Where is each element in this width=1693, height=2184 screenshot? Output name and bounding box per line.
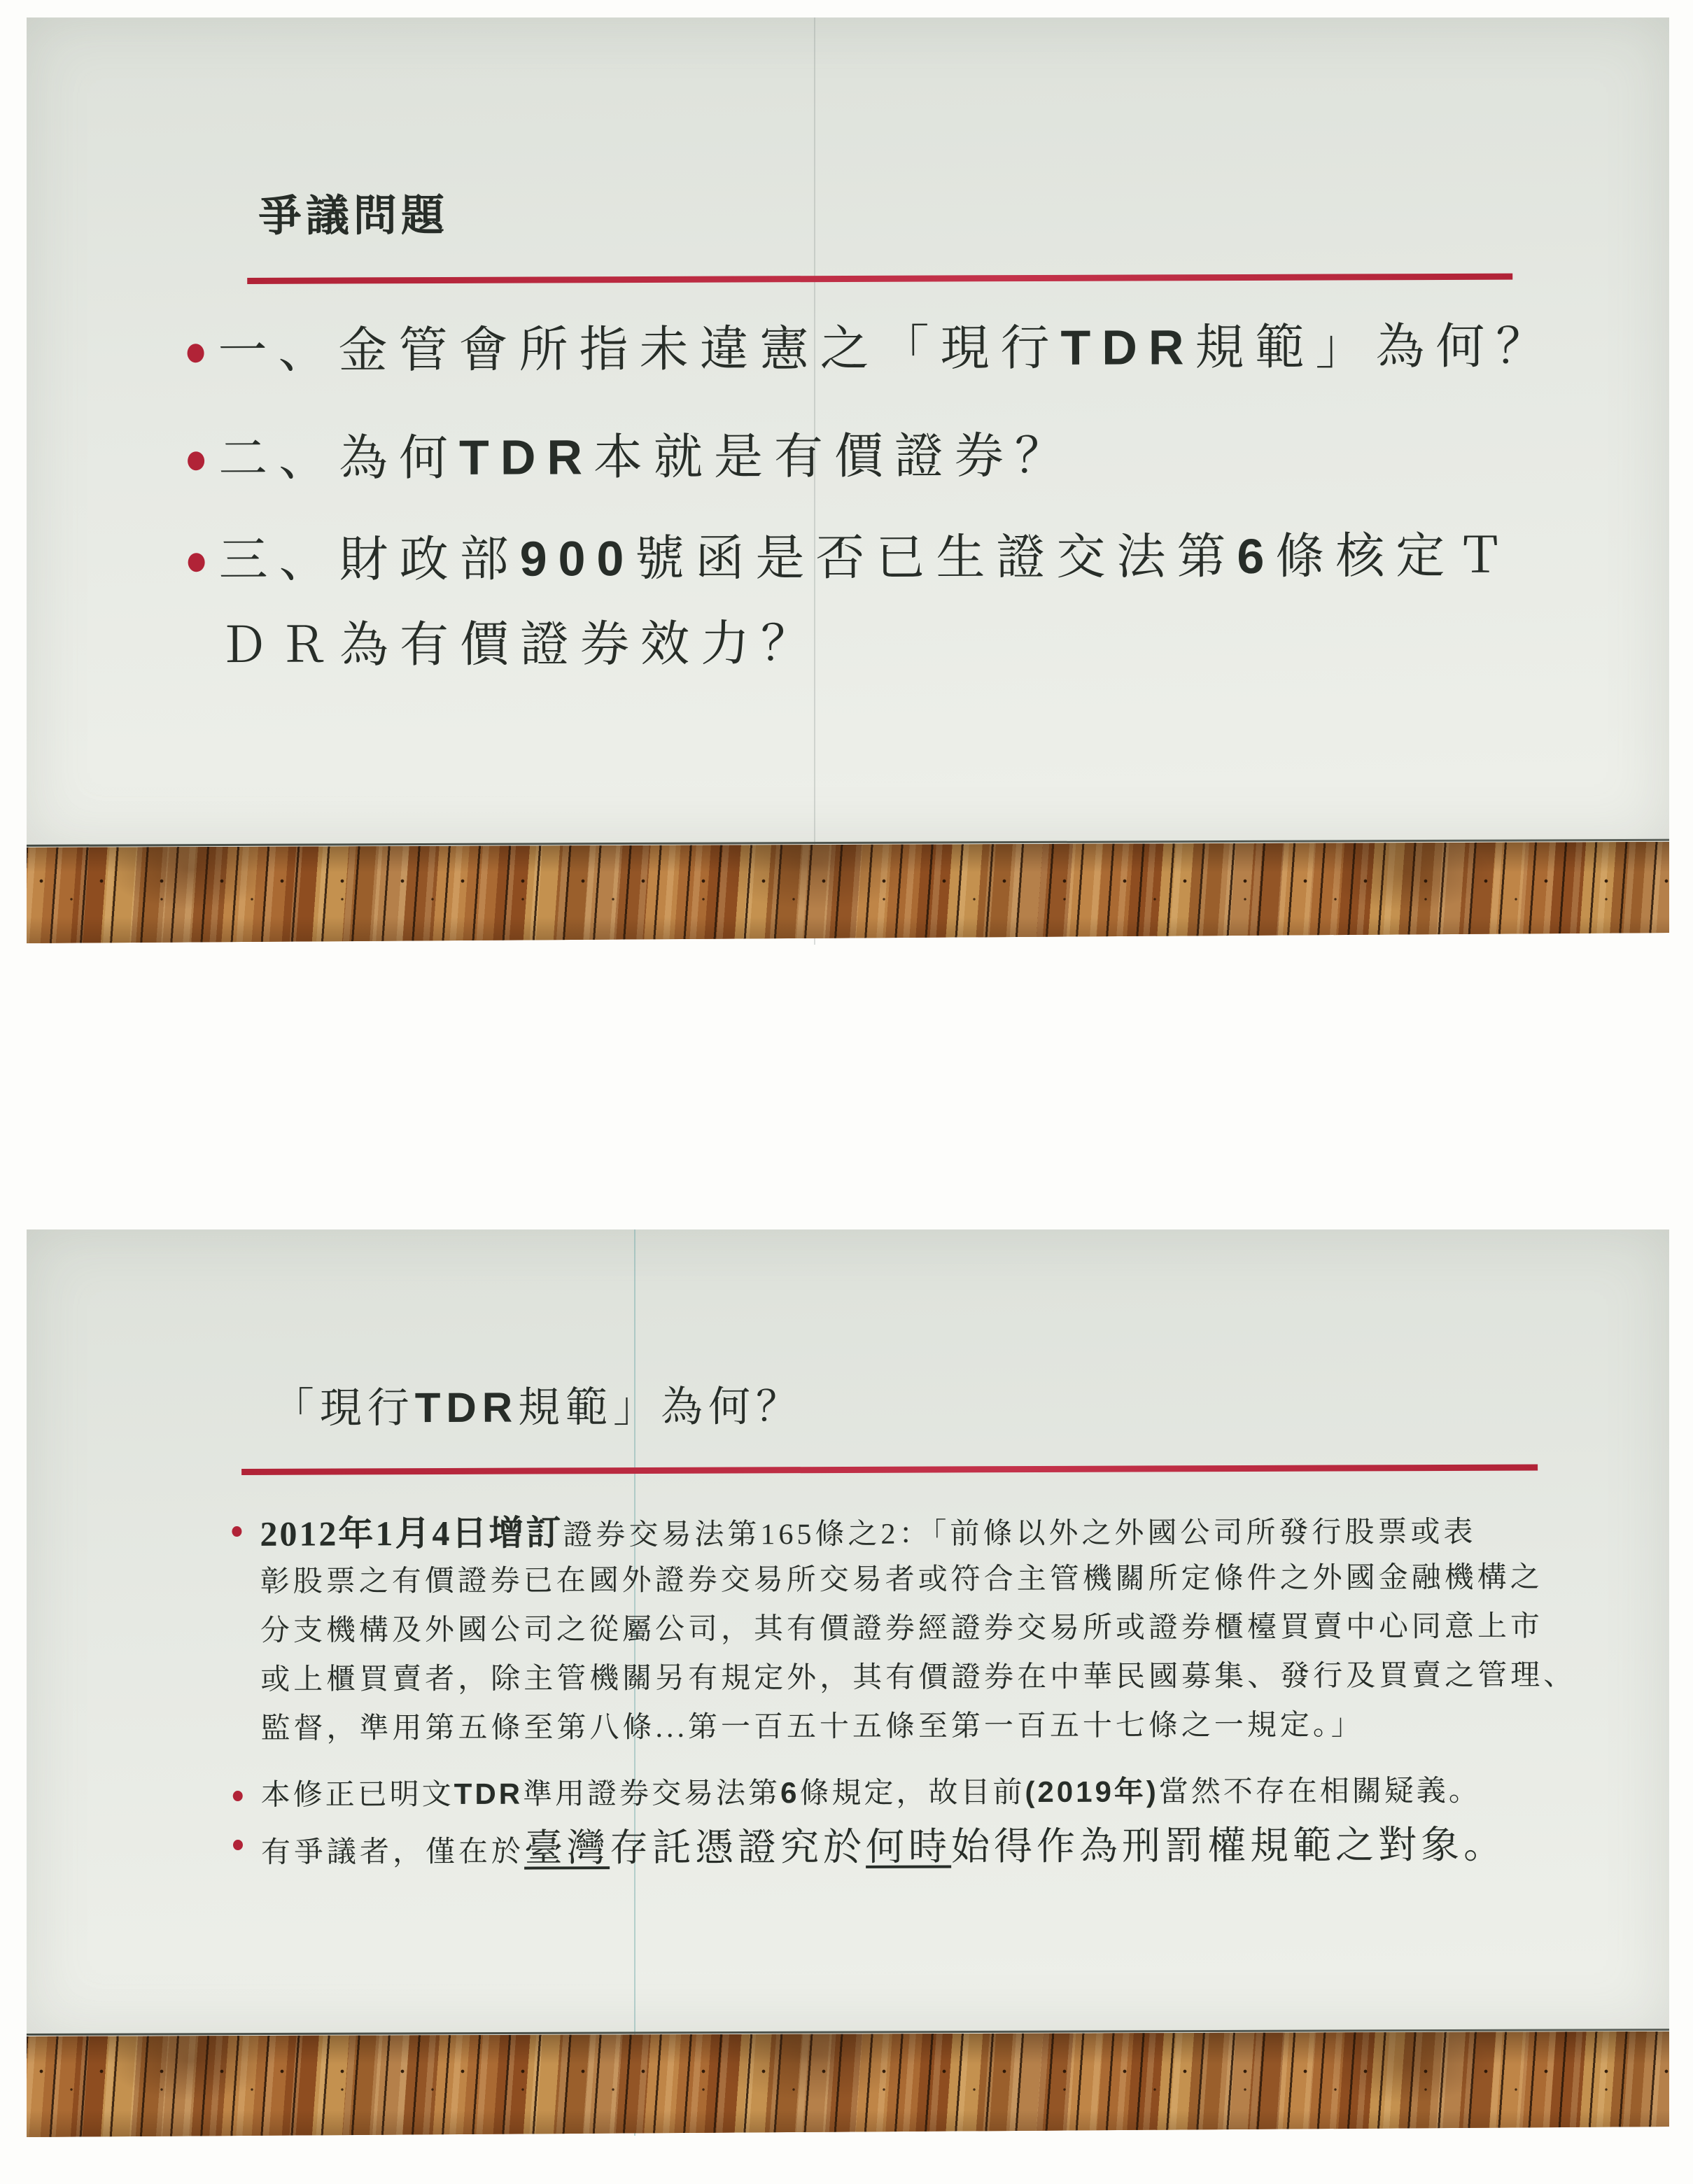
slide-1-accent-rule: [247, 274, 1512, 284]
bullet-continuation-line: [232, 1707, 1364, 1747]
text-segment: 900: [519, 531, 635, 586]
text-segment: 監督，準用第五條至第八條...第一百五十五條至第一百五十七條之一規定。」: [260, 1709, 1364, 1745]
text-segment: 三、財政部: [218, 533, 520, 589]
text-segment: 規範」為何？: [1195, 320, 1557, 376]
bullet-text: [261, 1822, 1506, 1874]
text-segment: 本就是有價證券？: [593, 429, 1076, 486]
bullet-dot-icon: [232, 1526, 241, 1537]
text-segment: 6: [780, 1776, 800, 1810]
bullet-item: [188, 529, 1516, 589]
text-segment: 分支機構及外國公司之從屬公司，其有價證券經證券交易所或證券櫃檯買賣中心同意上市: [260, 1610, 1543, 1647]
slide-1: [27, 17, 1669, 964]
text-segment: 號函是否已生證交法第: [635, 530, 1237, 587]
bullet-text: [260, 1508, 1476, 1556]
text-segment: 二、為何: [218, 431, 460, 487]
text-segment: 何時: [865, 1825, 952, 1868]
wood-floor: [27, 2031, 1669, 2141]
bullet-dot-icon: [188, 451, 204, 470]
wood-floor: [27, 840, 1669, 947]
text-segment: 臺灣: [524, 1826, 610, 1870]
bullet-item: [233, 1773, 1481, 1815]
text-segment: TDR: [458, 430, 594, 485]
text-segment: 存託憑證究於: [609, 1825, 866, 1870]
slide-1-content: [25, 13, 1671, 964]
text-segment: 準用證券交易法第: [522, 1777, 781, 1811]
text-segment: 本修正已明文: [260, 1778, 454, 1812]
slide-1-title: 爭議問題: [258, 192, 449, 241]
bullet-continuation-line: [232, 1657, 1576, 1698]
bullet-text: [260, 1707, 1364, 1747]
bullet-dot-icon: [188, 344, 204, 362]
text-segment: 規範」為何？: [517, 1383, 804, 1431]
text-segment: 彰股票之有價證券已在國外證券交易所交易者或符合主管機關所定條件之外國金融機構之: [260, 1561, 1543, 1598]
text-segment: 6: [1237, 528, 1276, 584]
bullet-continuation-line: [232, 1608, 1543, 1649]
text-segment: 或上櫃買賣者，除主管機關另有規定外，其有價證券在中華民國募集、發行及買賣之管理、: [260, 1659, 1577, 1696]
bullet-item: [187, 319, 1556, 379]
text-segment: TDR: [1060, 320, 1195, 375]
bullet-text: [218, 529, 1516, 588]
text-segment: (2019年): [1025, 1775, 1159, 1809]
bullet-text: [260, 1608, 1543, 1649]
text-segment: TDR: [454, 1777, 524, 1810]
bullet-continuation-line: [232, 1559, 1543, 1600]
bullet-text: [261, 1773, 1481, 1815]
bullet-text: [218, 429, 1075, 486]
bullet-dot-icon: [233, 1791, 243, 1801]
text-segment: 2012年1月4日增訂: [260, 1513, 563, 1554]
text-segment: TDR: [414, 1383, 519, 1432]
bullet-text: [260, 1559, 1543, 1600]
bullet-text: [260, 1657, 1576, 1698]
bullet-item: [188, 429, 1075, 486]
bullet-dot-icon: [233, 1840, 243, 1850]
bullet-text: [218, 319, 1556, 379]
bullet-item: [233, 1822, 1506, 1874]
text-segment: 一、金管會所指未違憲之「現行: [218, 321, 1061, 379]
text-segment: 條核定Ｔ: [1275, 529, 1517, 584]
text-segment: 有爭議者，僅在於: [260, 1836, 525, 1869]
slide-2: [27, 1230, 1669, 2153]
text-segment: 始得作為刑罰權規範之對象。: [950, 1823, 1507, 1868]
text-segment: 條規定，故目前: [799, 1777, 1025, 1810]
bullet-item: [232, 1508, 1476, 1556]
slide-2-content: [25, 1225, 1671, 2154]
bullet-dot-icon: [188, 553, 205, 572]
slide-2-accent-rule: [241, 1465, 1538, 1475]
text-segment: ＤＲ為有價證券效力？: [218, 617, 822, 674]
text-segment: 證券交易法第165條之2：「前條以外之外國公司所發行股票或表: [563, 1516, 1477, 1552]
bullet-text: [219, 617, 821, 673]
text-segment: 「現行: [272, 1385, 415, 1432]
bullet-continuation-line: [188, 617, 821, 673]
text-segment: 當然不存在相關疑義。: [1158, 1775, 1481, 1809]
slide-2-title: [272, 1373, 804, 1435]
